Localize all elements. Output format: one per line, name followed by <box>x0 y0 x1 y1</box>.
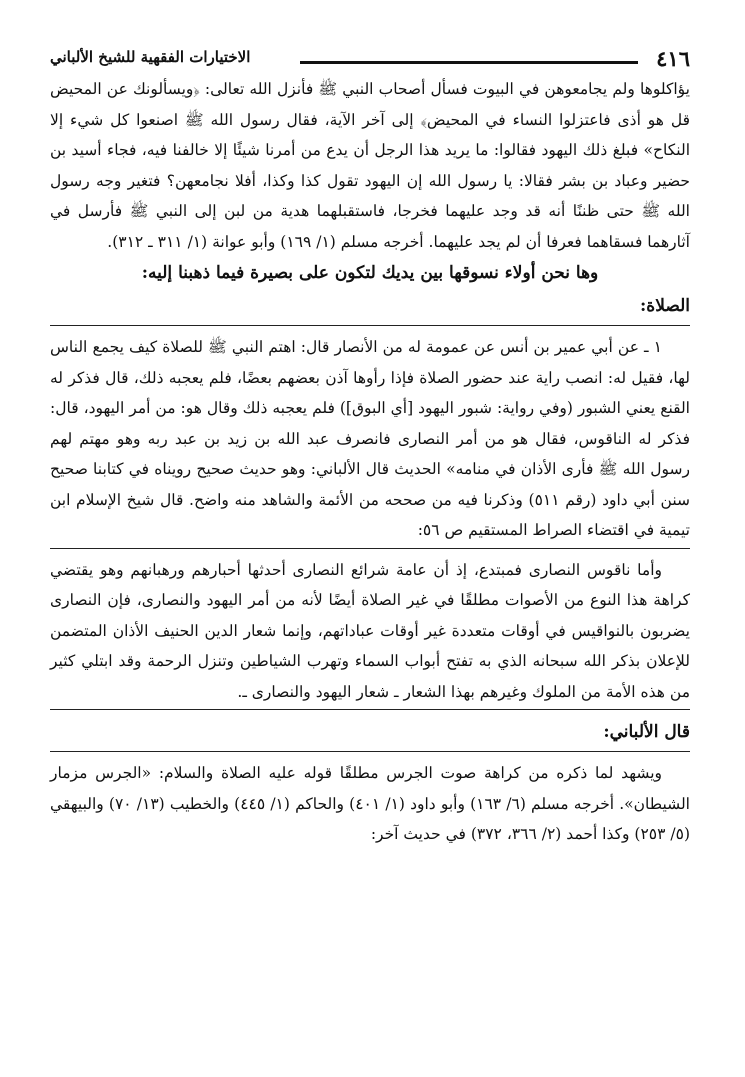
albani-heading: قال الألباني: <box>603 722 690 742</box>
hadith-1-paragraph: ١ ـ عن أبي عمير بن أنس عن عمومة له من الأنصار قال: اهتم النبي ﷺ للصلاة كيف يجمع الناس لها، فقيل له: انصب راية عند حضور الصلاة فإذا رأوها آذن بعضهم بعضًا، فلم يعجبه ذلك، قال فذكر له القنع يعني الشبور (وفي رواية: شبور اليهود [أي البوق]) فلم يعجبه ذلك وقال هو: من أمر اليهود، قال: فذكر له الناقوس، فقال هو من أمر النصارى فانصرف عبد الله بن زيد بن عبد ربه وهو مهتم لهم رسول الله ﷺ فأرى الأذان في منامه» الحديث قال الألباني: وهو حديث صحيح رويناه في كتابنا صحيح سنن أبي داود (رقم ٥١١) وذكرنا فيه من صححه من الأئمة والشاهد منه واضح. قال شيخ الإسلام ابن تيمية في اقتضاء الصراط المستقيم ص ٥٦: <box>50 338 690 539</box>
quote-divider <box>50 548 690 549</box>
book-page <box>50 38 690 850</box>
albani-divider <box>50 709 690 710</box>
lead-line: وها نحن أولاء نسوقها بين يديك لتكون على بصيرة فيما ذهبنا إليه: <box>141 263 599 283</box>
section-title: الصلاة: <box>640 296 690 316</box>
header-rule <box>300 61 638 64</box>
albani-paragraph: ويشهد لما ذكره من كراهة صوت الجرس مطلقًا قوله عليه الصلاة والسلام: «الجرس مزمار الشيطان». أخرجه مسلم (٦/ ١٦٣) وأبو داود (١/ ٤٠١) والحاكم (١/ ٤٤٥) والخطيب (١٣/ ٧٠) والبيهقي (٥/ ٢٥٣) وكذا أحمد (٢/ ٣٦٦، ٣٧٢) في حديث آخر: <box>50 764 690 843</box>
intro-paragraph: يؤاكلوها ولم يجامعوهن في البيوت فسأل أصحاب النبي ﷺ فأنزل الله تعالى: ﴿ويسألونك عن المحيض قل هو أذى فاعتزلوا النساء في المحيض﴾ إلى آخر الآية، فقال رسول الله ﷺ اصنعوا كل شيء إلا النكاح» فبلغ ذلك اليهود فقالوا: ما يريد هذا الرجل أن يدع من أمرنا شيئًا إلا خالفنا فيه، فجاء أسيد بن حضير وعباد بن بشر فقالا: يا رسول الله إن اليهود تقول كذا وكذا، أفلا نجامعهن؟ فتغير وجه رسول الله ﷺ حتى ظننًا أنه قد وجد عليهما فخرجا، فاستقبلهما هدية من لبن إلى النبي ﷺ فأرسل في آثارهما فسقاهما فعرفا أن لم يجد عليهما. أخرجه مسلم (١/ ١٦٩) وأبو عوانة (١/ ٣١١ ـ ٣١٢). <box>50 80 690 251</box>
albani-heading-divider <box>50 751 690 752</box>
section-divider <box>50 325 690 326</box>
ibn-taymiyyah-quote: وأما ناقوس النصارى فمبتدع، إذ أن عامة شرائع النصارى أحدثها أحبارهم ورهبانهم وهو يقتضي كراهة هذا النوع من الأصوات مطلقًا في غير الصلاة أيضًا لأنه من أمر اليهود والنصارى، فإن النصارى يضربون بالنواقيس في أوقات متعددة غير أوقات عباداتهم، وإنما شعار الدين الحنيف الأذان المتضمن للإعلان بذكر الله سبحانه الذي به تفتح أبواب السماء وتهرب الشياطين وتنزل الرحمة وقد ابتلي كثير من هذه الأمة من الملوك وغيرهم بهذا الشعار ـ شعار اليهود والنصارى ـ. <box>50 560 690 701</box>
running-title: الاختيارات الفقهية للشيخ الألباني <box>50 48 251 66</box>
page-number: ٤١٦ <box>656 46 690 71</box>
page-header <box>50 38 690 74</box>
